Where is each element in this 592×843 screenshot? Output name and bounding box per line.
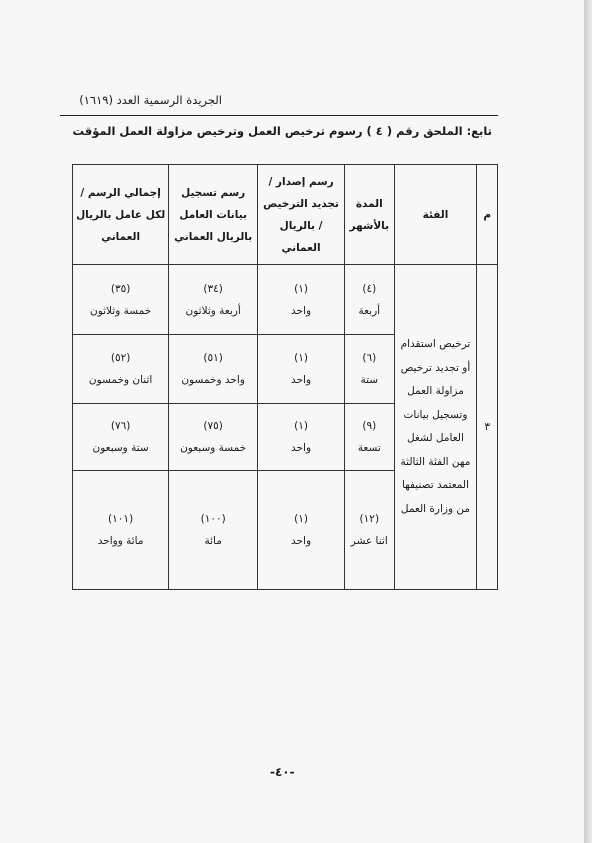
header-register-fee: رسم تسجيل بيانات العامل بالريال العماني	[169, 165, 258, 265]
duration-cell: (٤) أربعة	[344, 265, 394, 335]
header-duration: المدة بالأشهر	[344, 165, 394, 265]
register-fee-cell: (٧٥) خمسة وسبعون	[169, 404, 258, 471]
total-cell: (٣٥) خمسة وثلاثون	[73, 265, 169, 335]
category-cell: ترخيص استقدام أو تجديد ترخيص مزاولة العمل وتسجيل بيانات العامل لشغل مهن الفئة الثالثة المعتمد تصنيفها من وزارة العمل	[394, 265, 477, 590]
issue-fee-cell: (١) واحد	[258, 265, 345, 335]
header-divider	[60, 115, 498, 116]
header-total: إجمالي الرسم / لكل عامل بالريال العماني	[73, 165, 169, 265]
table-row	[73, 265, 498, 335]
page-number: -٤٠-	[270, 765, 295, 779]
gazette-header: الجريدة الرسمية العدد (١٦١٩)	[79, 93, 222, 107]
header-issue-fee: رسم إصدار / تجديد الترخيص / بالريال العماني	[258, 165, 345, 265]
duration-cell: (١٢) اثنا عشر	[344, 471, 394, 590]
header-m: م	[477, 165, 498, 265]
register-fee-cell: (٣٤) أربعة وثلاثون	[169, 265, 258, 335]
duration-cell: (٩) تسعة	[344, 404, 394, 471]
register-fee-cell: (٥١) واحد وخمسون	[169, 335, 258, 404]
row-number-cell: ٣	[477, 265, 498, 590]
issue-fee-cell: (١) واحد	[258, 404, 345, 471]
total-cell: (١٠١) مائة وواحد	[73, 471, 169, 590]
issue-fee-cell: (١) واحد	[258, 335, 345, 404]
fees-table	[72, 164, 498, 590]
page-edge-shadow	[584, 0, 592, 843]
total-cell: (٥٢) اثنان وخمسون	[73, 335, 169, 404]
issue-fee-cell: (١) واحد	[258, 471, 345, 590]
annex-subtitle: تابع: الملحق رقم ( ٤ ) رسوم ترخيص العمل وترخيص مزاولة العمل المؤقت	[72, 124, 492, 138]
total-cell: (٧٦) ستة وسبعون	[73, 404, 169, 471]
table-header-row	[73, 165, 498, 265]
duration-cell: (٦) ستة	[344, 335, 394, 404]
register-fee-cell: (١٠٠) مائة	[169, 471, 258, 590]
header-category: الفئة	[394, 165, 477, 265]
